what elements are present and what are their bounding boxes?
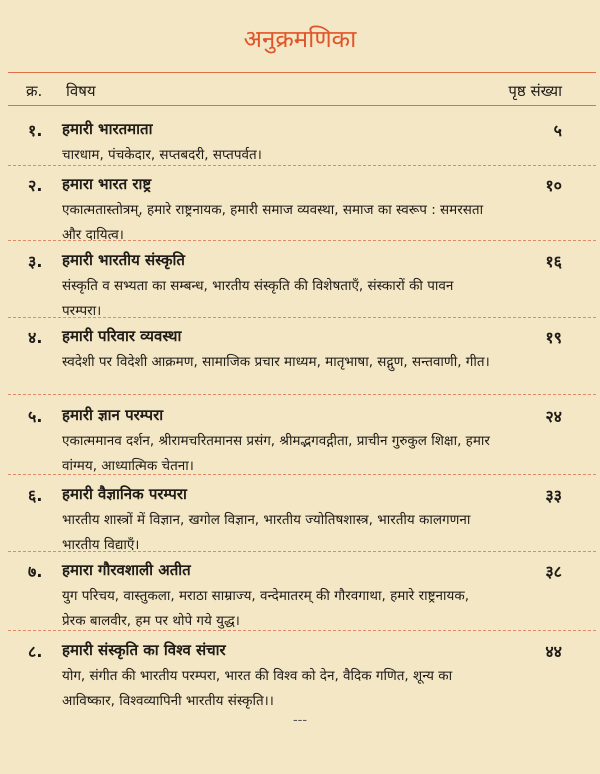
entry-heading: हमारी वैज्ञानिक परम्परा: [62, 485, 187, 503]
entry-heading: हमारी भारतीय संस्कृति: [62, 251, 185, 269]
entry-separator: [8, 317, 596, 318]
column-header-page: पृष्ठ संख्या: [508, 82, 562, 100]
entry-heading: हमारी ज्ञान परम्परा: [62, 406, 164, 424]
entry-number: ६.: [28, 486, 43, 505]
entry-number: ७.: [28, 562, 43, 581]
page-title: अनुक्रमणिका: [243, 25, 357, 53]
entry-page-number: ४४: [545, 642, 562, 661]
entry-page-number: १९: [545, 328, 562, 347]
entry-description: संस्कृति व सभ्यता का सम्बन्ध, भारतीय संस्कृति की विशेषताएँ, संस्कारों की पावन परम्परा।: [62, 278, 454, 319]
entry-number: ४.: [28, 328, 43, 347]
entry-number: १.: [28, 121, 43, 140]
entry-number: ३.: [28, 252, 43, 271]
entry-description: युग परिचय, वास्तुकला, मराठा साम्राज्य, वन्देमातरम् की गौरवगाथा, हमारे राष्ट्रनायक, प्रेरक बालवीर, हम पर थोपे गये युद्ध।: [62, 588, 469, 629]
entry-heading: हमारी भारतमाता: [62, 120, 153, 138]
entry-separator: [8, 551, 596, 552]
header-top-rule: [8, 72, 596, 73]
entry-page-number: १०: [545, 176, 562, 195]
end-mark: ---: [292, 713, 308, 728]
entry-description: एकात्ममानव दर्शन, श्रीरामचरितमानस प्रसंग, श्रीमद्भगवद्गीता, प्राचीन गुरुकुल शिक्षा, हमार वांग्मय, आध्यात्मिक चेतना।: [62, 433, 490, 474]
entry-separator: [8, 394, 596, 395]
column-header-subject: विषय: [66, 82, 96, 100]
entry-page-number: ३८: [545, 562, 562, 581]
entry-separator: [8, 630, 596, 631]
entry-description: स्वदेशी पर विदेशी आक्रमण, सामाजिक प्रचार माध्यम, मातृभाषा, सद्गुण, सन्तवाणी, गीत।: [62, 354, 490, 370]
entry-description: योग, संगीत की भारतीय परम्परा, भारत की विश्व को देन, वैदिक गणित, शून्य का आविष्कार, विश्वव्यापिनी भारतीय संस्कृति।।: [62, 668, 453, 709]
entry-heading: हमारा भारत राष्ट्र: [62, 175, 152, 193]
entry-heading: हमारी संस्कृति का विश्व संचार: [62, 641, 226, 659]
entry-page-number: २४: [545, 407, 562, 426]
entry-page-number: १६: [545, 252, 562, 271]
entry-number: ८.: [28, 642, 43, 661]
entry-number: ५.: [28, 407, 43, 426]
header-bottom-rule: [8, 105, 596, 106]
entry-page-number: ५: [553, 121, 562, 140]
column-header-number: क्र.: [26, 82, 43, 100]
entry-page-number: ३३: [545, 486, 562, 505]
entry-heading: हमारा गौरवशाली अतीत: [62, 561, 191, 579]
entry-separator: [8, 240, 596, 241]
entry-description: चारधाम, पंचकेदार, सप्तबदरी, सप्तपर्वत।: [62, 147, 262, 163]
entry-description: भारतीय शास्त्रों में विज्ञान, खगोल विज्ञान, भारतीय ज्योतिषशास्त्र, भारतीय कालगणना भारतीय विद्याएँ।: [62, 512, 471, 553]
entry-separator: [8, 165, 596, 166]
entry-number: २.: [28, 176, 43, 195]
entry-description: एकात्मतास्तोत्रम्, हमारे राष्ट्रनायक, हमारी समाज व्यवस्था, समाज का स्वरूप : समरसता और दायित्व।: [62, 202, 484, 243]
entry-heading: हमारी परिवार व्यवस्था: [62, 327, 182, 345]
entry-separator: [8, 474, 596, 475]
